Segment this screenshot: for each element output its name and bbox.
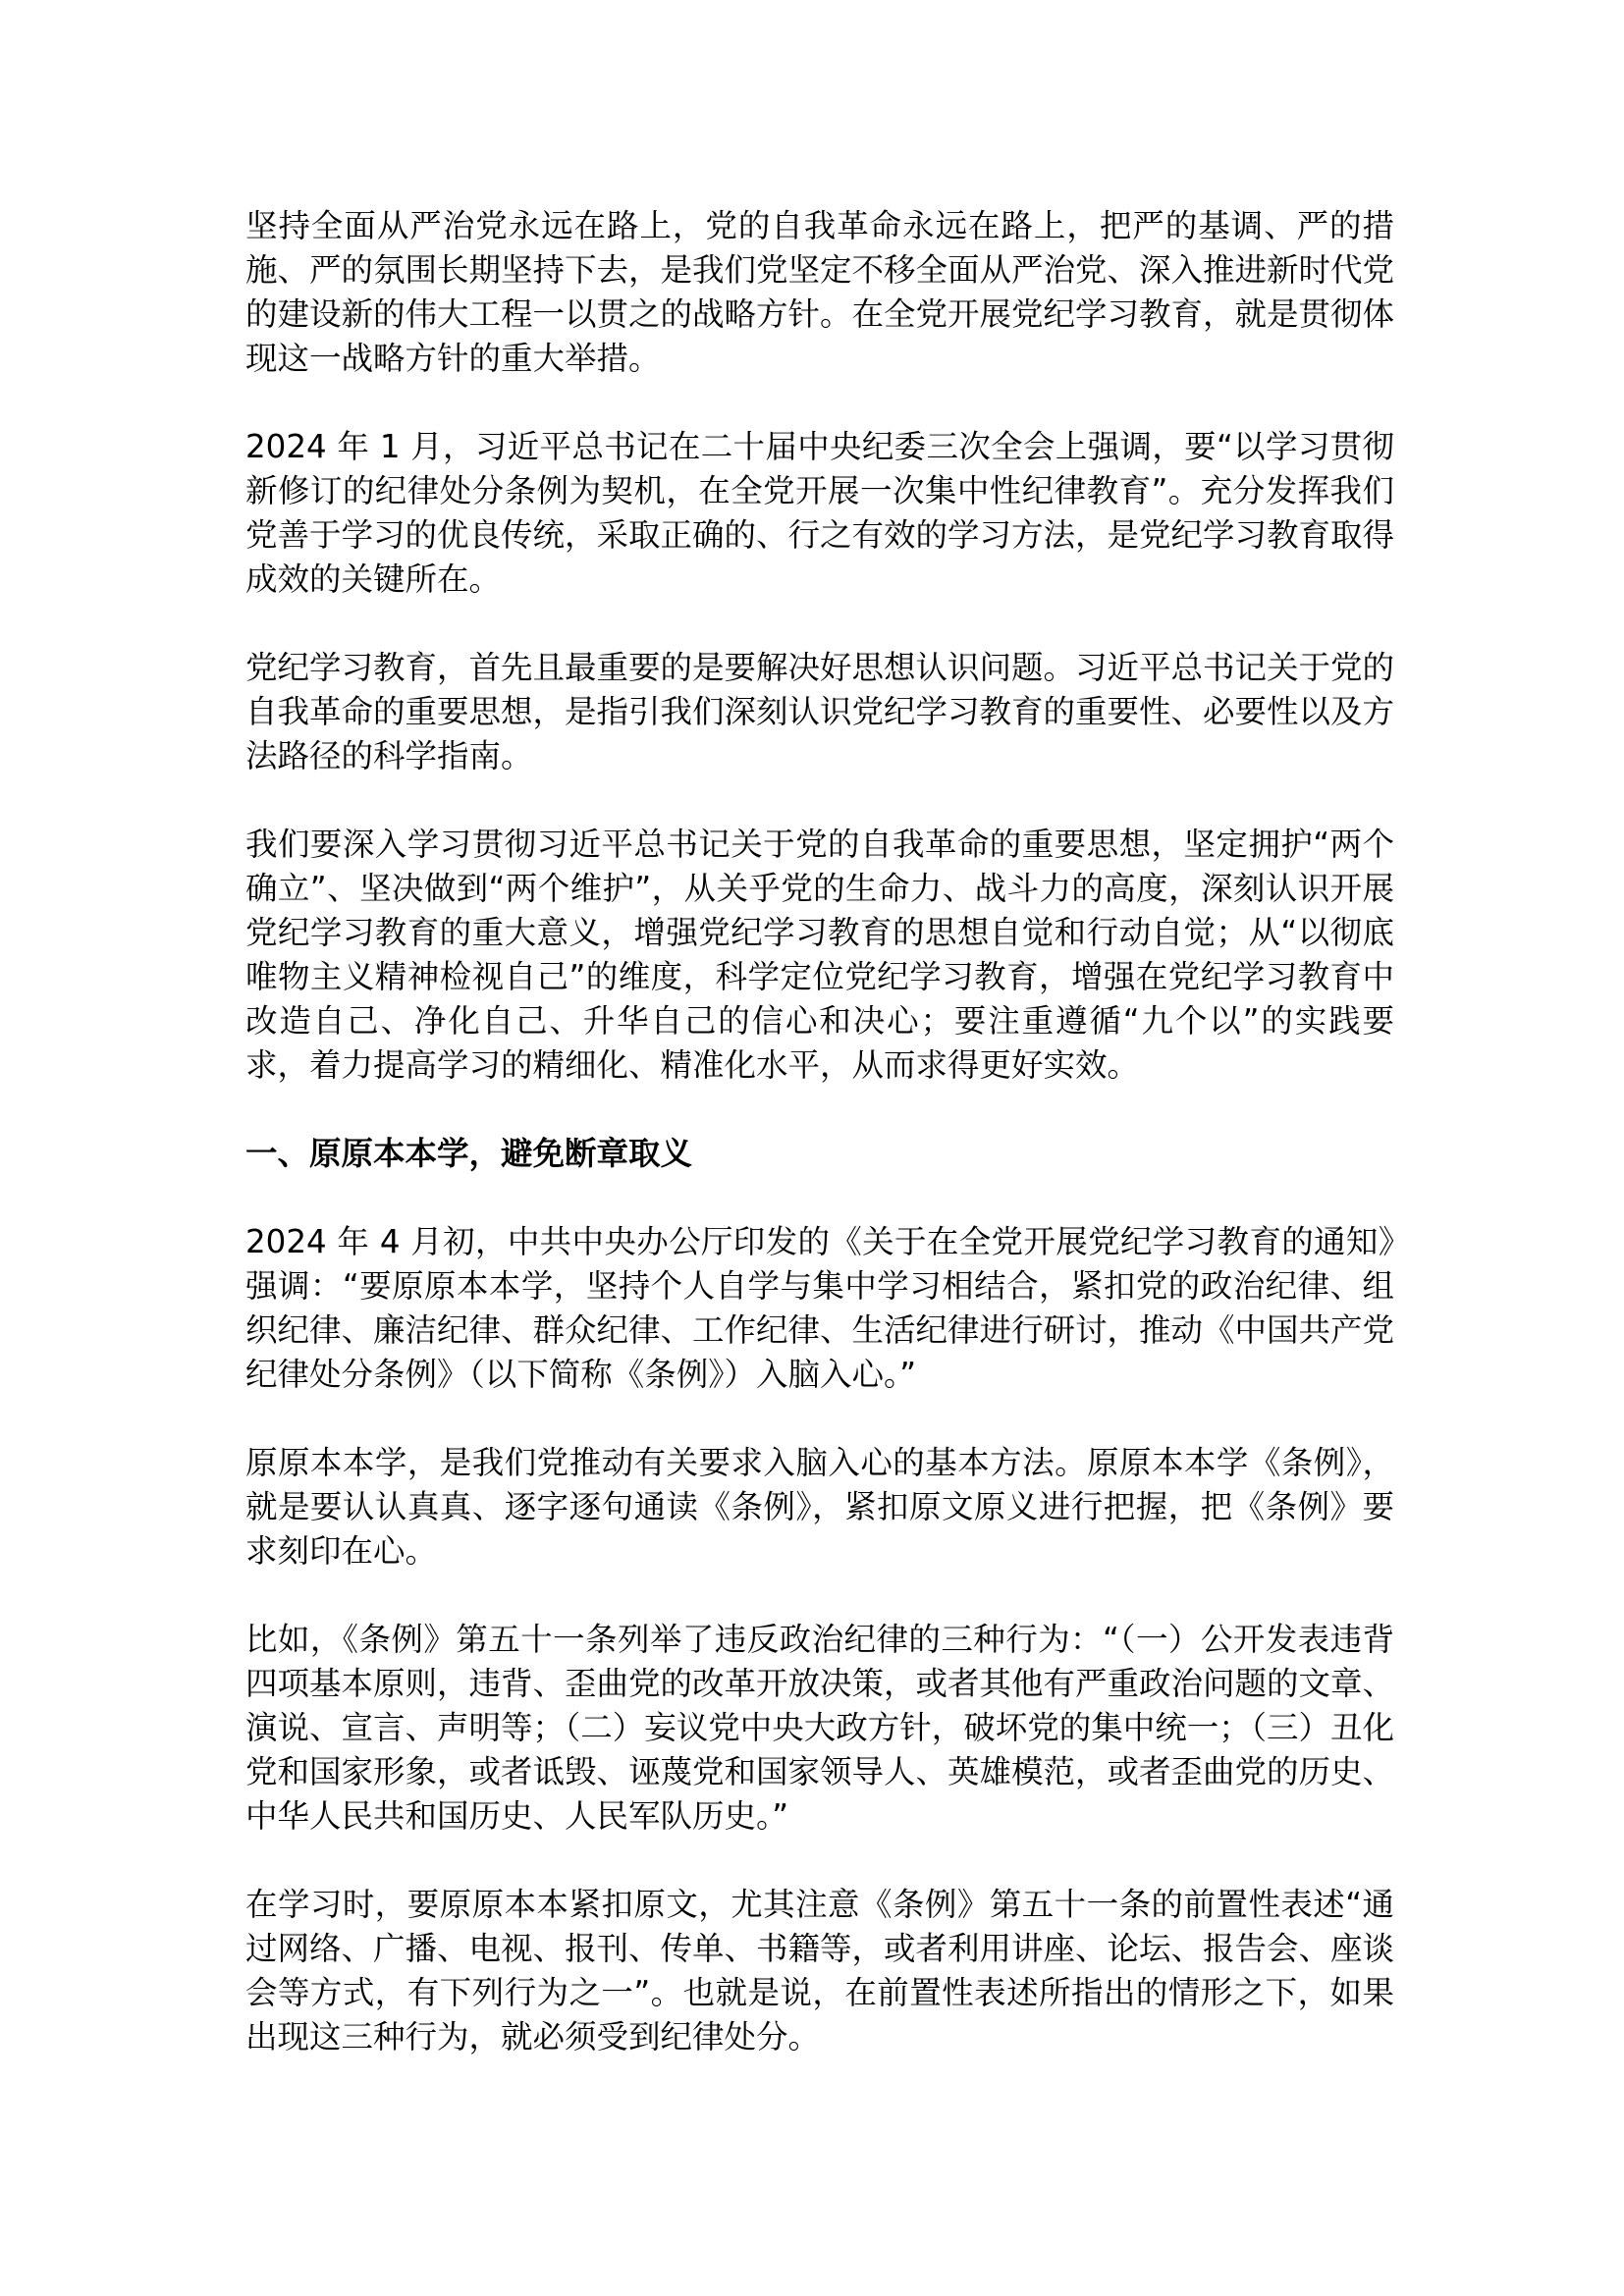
intro-paragraph-3: 党纪学习教育，首先且最重要的是要解决好思想认识问题。习近平总书记关于党的自我革命的重要思想，是指引我们深刻认识党纪学习教育的重要性、必要性以及方法路径的科学指南。 [245,649,1395,774]
section-paragraph-3: 比如，《条例》第五十一条列举了违反政治纪律的三种行为：“（一）公开发表违背四项基本原则，违背、歪曲党的改革开放决策，或者其他有严重政治问题的文章、演说、宣言、声明等；（二）妄议党中央大政方针，破坏党的集中统一；（三）丑化党和国家形象，或者诋毁、诬蔑党和国家领导人、英雄模范，或者歪曲党的历史、中华人民共和国历史、人民军队历史。” [245,1621,1395,1835]
document-page [245,204,1394,2104]
intro-paragraph-4: 我们要深入学习贯彻习近平总书记关于党的自我革命的重要思想，坚定拥护“两个确立”、坚决做到“两个维护”，从关乎党的生命力、战斗力的高度，深刻认识开展党纪学习教育的重大意义，增强党纪学习教育的思想自觉和行动自觉；从“以彻底唯物主义精神检视自己”的维度，科学定位党纪学习教育，增强在党纪学习教育中改造自己、净化自己、升华自己的信心和决心；要注重遵循“九个以”的实践要求，着力提高学习的精细化、精准化水平，从而求得更好实效。 [245,826,1394,1084]
section-paragraph-1: 2024 年 4 月初，中共中央办公厅印发的《关于在全党开展党纪学习教育的通知》强调：“要原原本本学，坚持个人自学与集中学习相结合，紧扣党的政治纪律、组织纪律、廉洁纪律、群众纪律、工作纪律、生活纪律进行研讨，推动《中国共产党纪律处分条例》（以下简称《条例》）入脑入心。” [245,1223,1395,1393]
section-heading: 一、原原本本学，避免断章取义 [245,1135,693,1172]
section-paragraph-2: 原原本本学，是我们党推动有关要求入脑入心的基本方法。原原本本学《条例》，就是要认认真真、逐字逐句通读《条例》，紧扣原文原义进行把握，把《条例》要求刻印在心。 [245,1444,1394,1570]
section-paragraph-4: 在学习时，要原原本本紧扣原文，尤其注意《条例》第五十一条的前置性表述“通过网络、广播、电视、报刊、传单、书籍等，或者利用讲座、论坛、报告会、座谈会等方式，有下列行为之一”。也就是说，在前置性表述所指出的情形之下，如果出现这三种行为，就必须受到纪律处分。 [245,1886,1395,2056]
intro-paragraph-2: 2024 年 1 月，习近平总书记在二十届中央纪委三次全会上强调，要“以学习贯彻新修订的纪律处分条例为契机，在全党开展一次集中性纪律教育”。充分发挥我们党善于学习的优良传统，采取正确的、行之有效的学习方法，是党纪学习教育取得成效的关键所在。 [245,428,1395,598]
intro-paragraph-1: 坚持全面从严治党永远在路上，党的自我革命永远在路上，把严的基调、严的措施、严的氛围长期坚持下去，是我们党坚定不移全面从严治党、深入推进新时代党的建设新的伟大工程一以贯之的战略方针。在全党开展党纪学习教育，就是贯彻体现这一战略方针的重大举措。 [245,207,1395,377]
